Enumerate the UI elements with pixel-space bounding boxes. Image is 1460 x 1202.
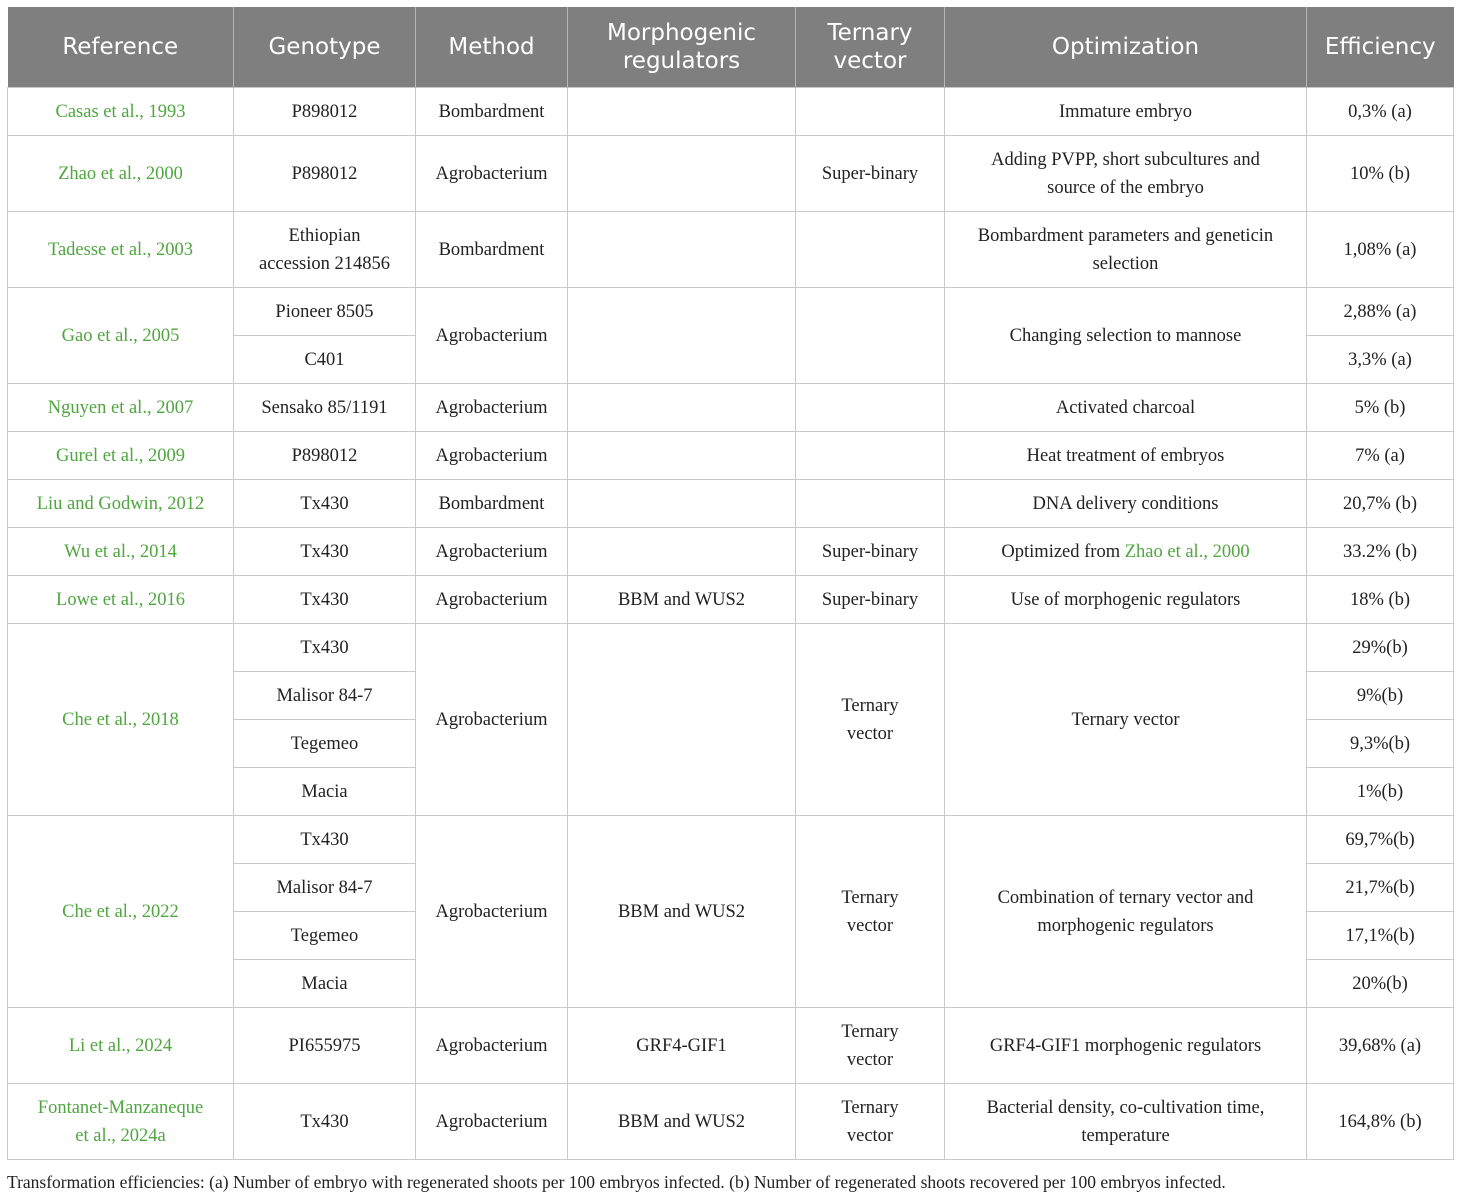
reference-link[interactable]: Casas et al., 1993	[8, 88, 234, 136]
method-cell: Agrobacterium	[416, 288, 568, 384]
efficiency-cell: 9%(b)	[1307, 672, 1454, 720]
efficiency-cell: 39,68% (a)	[1307, 1008, 1454, 1084]
method-cell: Agrobacterium	[416, 528, 568, 576]
method-cell: Bombardment	[416, 212, 568, 288]
header-efficiency: Efficiency	[1307, 7, 1454, 88]
regulators-cell	[568, 624, 796, 816]
regulators-cell	[568, 88, 796, 136]
regulators-cell	[568, 212, 796, 288]
table-row	[8, 576, 1454, 624]
vector-line1: Ternary	[841, 695, 899, 716]
vector-cell	[796, 432, 945, 480]
efficiency-cell: 33.2% (b)	[1307, 528, 1454, 576]
optimization-cell: Use of morphogenic regulators	[945, 576, 1307, 624]
genotype-cell: Tx430	[234, 816, 416, 864]
efficiency-cell: 5% (b)	[1307, 384, 1454, 432]
regulators-cell	[568, 528, 796, 576]
method-cell: Agrobacterium	[416, 432, 568, 480]
reference-link[interactable]: Li et al., 2024	[8, 1008, 234, 1084]
efficiency-cell: 1%(b)	[1307, 768, 1454, 816]
vector-cell: Super-binary	[796, 528, 945, 576]
vector-cell	[796, 1084, 945, 1160]
reference-line2: et al., 2024a	[75, 1125, 166, 1146]
vector-cell: Super-binary	[796, 576, 945, 624]
table-row	[8, 1008, 1454, 1084]
efficiency-cell: 29%(b)	[1307, 624, 1454, 672]
table-row	[8, 528, 1454, 576]
reference-link[interactable]: Che et al., 2022	[8, 816, 234, 1008]
genotype-cell: PI655975	[234, 1008, 416, 1084]
header-ternary-vector	[796, 7, 945, 88]
method-cell: Agrobacterium	[416, 1084, 568, 1160]
efficiency-cell: 69,7%(b)	[1307, 816, 1454, 864]
regulators-cell	[568, 136, 796, 212]
regulators-cell	[568, 288, 796, 384]
efficiency-cell: 10% (b)	[1307, 136, 1454, 212]
vector-line2: vector	[846, 1125, 894, 1146]
optimization-cell: DNA delivery conditions	[945, 480, 1307, 528]
optimization-cell: Ternary vector	[945, 624, 1307, 816]
genotype-cell: Tx430	[234, 576, 416, 624]
genotype-cell: Tegemeo	[234, 912, 416, 960]
efficiency-cell: 164,8% (b)	[1307, 1084, 1454, 1160]
reference-link[interactable]: Zhao et al., 2000	[8, 136, 234, 212]
genotype-cell	[234, 212, 416, 288]
vector-cell	[796, 624, 945, 816]
method-cell: Agrobacterium	[416, 1008, 568, 1084]
regulators-cell	[568, 480, 796, 528]
efficiency-cell: 1,08% (a)	[1307, 212, 1454, 288]
optimization-cell: Activated charcoal	[945, 384, 1307, 432]
regulators-cell	[568, 432, 796, 480]
header-row	[8, 7, 1454, 88]
method-cell: Agrobacterium	[416, 576, 568, 624]
optimization-prefix: Optimized from	[1001, 541, 1125, 562]
optimization-cell	[945, 1084, 1307, 1160]
regulators-cell: GRF4-GIF1	[568, 1008, 796, 1084]
table-row	[8, 624, 1454, 672]
regulators-cell: BBM and WUS2	[568, 816, 796, 1008]
optimization-line2: source of the embryo	[1047, 177, 1204, 198]
efficiency-cell: 2,88% (a)	[1307, 288, 1454, 336]
table-footnote: Transformation efficiencies: (a) Number of embryo with regenerated shoots per 100 embryos infected. (b) Number of regenerated shoots recovered per 100 embryos infected.	[7, 1172, 1226, 1192]
genotype-cell: Malisor 84-7	[234, 672, 416, 720]
header-optimization: Optimization	[945, 7, 1307, 88]
genotype-cell: P898012	[234, 432, 416, 480]
reference-link[interactable]	[8, 1084, 234, 1160]
reference-line1: Fontanet-Manzaneque	[37, 1097, 204, 1118]
genotype-cell: Macia	[234, 960, 416, 1008]
efficiency-cell: 17,1%(b)	[1307, 912, 1454, 960]
table-row	[8, 480, 1454, 528]
regulators-cell: BBM and WUS2	[568, 1084, 796, 1160]
vector-line1: Ternary	[841, 887, 899, 908]
genotype-cell: Tx430	[234, 480, 416, 528]
table-row	[8, 136, 1454, 212]
optimization-line1: Bacterial density, co-cultivation time,	[986, 1097, 1265, 1118]
optimization-reference-link[interactable]: Zhao et al., 2000	[1124, 541, 1250, 562]
vector-cell: Super-binary	[796, 136, 945, 212]
optimization-line1: Bombardment parameters and geneticin	[977, 225, 1274, 246]
genotype-cell: Tx430	[234, 528, 416, 576]
genotype-cell: Tx430	[234, 1084, 416, 1160]
table-body	[8, 88, 1454, 1160]
optimization-line2: morphogenic regulators	[1037, 915, 1214, 936]
genotype-line1: Ethiopian	[288, 225, 361, 246]
optimization-cell	[945, 212, 1307, 288]
efficiency-cell: 0,3% (a)	[1307, 88, 1454, 136]
vector-cell	[796, 88, 945, 136]
genotype-cell: Macia	[234, 768, 416, 816]
header-genotype: Genotype	[234, 7, 416, 88]
optimization-cell	[945, 528, 1307, 576]
vector-line2: vector	[846, 915, 894, 936]
header-morphogenic-line1: Morphogenic	[607, 20, 756, 46]
genotype-cell: Pioneer 8505	[234, 288, 416, 336]
optimization-cell	[945, 136, 1307, 212]
method-cell: Bombardment	[416, 88, 568, 136]
optimization-cell: Immature embryo	[945, 88, 1307, 136]
vector-cell	[796, 480, 945, 528]
efficiency-cell: 20%(b)	[1307, 960, 1454, 1008]
optimization-cell	[945, 816, 1307, 1008]
reference-link[interactable]: Wu et al., 2014	[8, 528, 234, 576]
header-reference: Reference	[8, 7, 234, 88]
method-cell: Agrobacterium	[416, 384, 568, 432]
genotype-cell: Tx430	[234, 624, 416, 672]
reference-link[interactable]: Liu and Godwin, 2012	[8, 480, 234, 528]
efficiency-cell: 9,3%(b)	[1307, 720, 1454, 768]
genotype-cell: C401	[234, 336, 416, 384]
table-row	[8, 816, 1454, 864]
reference-link[interactable]: Lowe et al., 2016	[8, 576, 234, 624]
optimization-line1: Combination of ternary vector and	[997, 887, 1254, 908]
reference-link[interactable]: Gao et al., 2005	[8, 288, 234, 384]
genotype-cell: Sensako 85/1191	[234, 384, 416, 432]
genotype-cell: P898012	[234, 136, 416, 212]
vector-cell	[796, 1008, 945, 1084]
optimization-line2: temperature	[1081, 1125, 1170, 1146]
efficiency-cell: 3,3% (a)	[1307, 336, 1454, 384]
table-row	[8, 288, 1454, 336]
table-row	[8, 88, 1454, 136]
vector-cell	[796, 288, 945, 384]
optimization-cell: GRF4-GIF1 morphogenic regulators	[945, 1008, 1307, 1084]
header-morphogenic-regulators	[568, 7, 796, 88]
efficiency-cell: 7% (a)	[1307, 432, 1454, 480]
table-row	[8, 384, 1454, 432]
table-row	[8, 1084, 1454, 1160]
method-cell: Agrobacterium	[416, 624, 568, 816]
optimization-cell: Heat treatment of embryos	[945, 432, 1307, 480]
genotype-cell: P898012	[234, 88, 416, 136]
transformation-table	[7, 7, 1454, 1160]
vector-line1: Ternary	[841, 1097, 899, 1118]
method-cell: Agrobacterium	[416, 136, 568, 212]
table-header	[8, 7, 1454, 88]
method-cell: Bombardment	[416, 480, 568, 528]
method-cell: Agrobacterium	[416, 816, 568, 1008]
vector-line1: Ternary	[841, 1021, 899, 1042]
reference-link[interactable]: Gurel et al., 2009	[8, 432, 234, 480]
regulators-cell: BBM and WUS2	[568, 576, 796, 624]
vector-cell	[796, 212, 945, 288]
genotype-cell: Malisor 84-7	[234, 864, 416, 912]
efficiency-cell: 18% (b)	[1307, 576, 1454, 624]
header-ternary-line1: Ternary	[827, 20, 913, 46]
optimization-line1: Adding PVPP, short subcultures and	[991, 149, 1260, 170]
table-container	[7, 7, 1453, 1160]
genotype-cell: Tegemeo	[234, 720, 416, 768]
header-morphogenic-line2: regulators	[622, 48, 741, 74]
header-ternary-line2: vector	[833, 48, 907, 74]
header-method: Method	[416, 7, 568, 88]
optimization-line2: selection	[1092, 253, 1159, 274]
efficiency-cell: 20,7% (b)	[1307, 480, 1454, 528]
reference-link[interactable]: Nguyen et al., 2007	[8, 384, 234, 432]
table-row	[8, 432, 1454, 480]
table-row	[8, 212, 1454, 288]
genotype-line2: accession 214856	[258, 253, 390, 274]
efficiency-cell: 21,7%(b)	[1307, 864, 1454, 912]
regulators-cell	[568, 384, 796, 432]
vector-cell	[796, 384, 945, 432]
optimization-cell: Changing selection to mannose	[945, 288, 1307, 384]
vector-cell	[796, 816, 945, 1008]
vector-line2: vector	[846, 1049, 894, 1070]
reference-link[interactable]: Che et al., 2018	[8, 624, 234, 816]
vector-line2: vector	[846, 723, 894, 744]
reference-link[interactable]: Tadesse et al., 2003	[8, 212, 234, 288]
